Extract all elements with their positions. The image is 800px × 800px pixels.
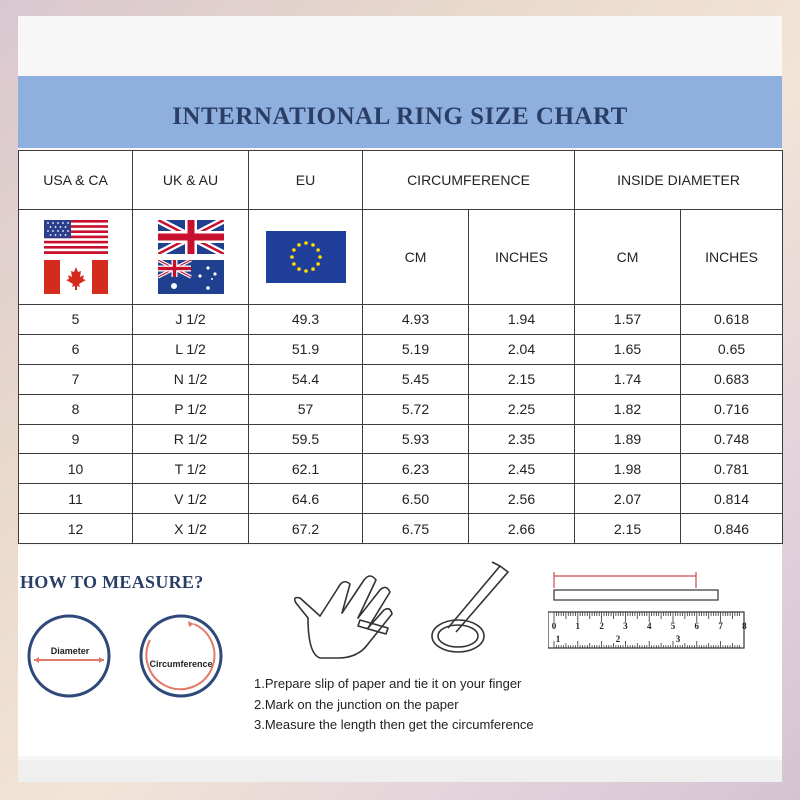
footer-band	[18, 760, 782, 782]
table-row	[19, 364, 783, 394]
diameter-ring-icon	[29, 616, 109, 696]
circ-cm-cell: 5.19	[363, 334, 469, 364]
table-row	[19, 454, 783, 484]
eu-size-cell: 67.2	[249, 514, 363, 544]
diam-inches-cell: 0.748	[681, 424, 783, 454]
uk-au-size-cell: T 1/2	[133, 454, 249, 484]
eu-size-cell: 57	[249, 394, 363, 424]
circ-cm-header: CM	[363, 210, 469, 305]
table-row	[19, 514, 783, 544]
diam-cm-cell: 1.57	[575, 305, 681, 335]
data-rows	[19, 305, 783, 544]
usa-ca-size-cell: 5	[19, 305, 133, 335]
diam-cm-cell: 1.74	[575, 364, 681, 394]
circ-inches-cell: 2.56	[469, 484, 575, 514]
finger-measure-illustration	[268, 558, 528, 664]
thumb-outline	[295, 598, 320, 618]
header-uk-au: UK & AU	[133, 151, 249, 210]
step-1: 1.Prepare slip of paper and tie it on your finger	[254, 676, 522, 691]
diam-cm-cell: 1.82	[575, 394, 681, 424]
uk-au-size-cell: N 1/2	[133, 364, 249, 394]
usa-ca-size-cell: 8	[19, 394, 133, 424]
australia-flag-icon	[158, 260, 224, 294]
uk-au-size-cell: L 1/2	[133, 334, 249, 364]
circ-inches-header: INCHES	[469, 210, 575, 305]
circ-cm-cell: 6.23	[363, 454, 469, 484]
measure-steps	[254, 674, 774, 736]
uk-flag-icon	[158, 220, 224, 254]
usa-ca-size-cell: 10	[19, 454, 133, 484]
ruler-label-lower: 3	[675, 634, 681, 644]
usa-ca-size-cell: 7	[19, 364, 133, 394]
usa-ca-size-cell: 6	[19, 334, 133, 364]
uk-au-size-cell: J 1/2	[133, 305, 249, 335]
eu-size-cell: 59.5	[249, 424, 363, 454]
eu-size-cell: 49.3	[249, 305, 363, 335]
ruler-label: 6	[694, 621, 700, 631]
uk-au-size-cell: R 1/2	[133, 424, 249, 454]
ruler-illustration	[548, 572, 748, 652]
circ-cm-cell: 5.93	[363, 424, 469, 454]
diam-cm-cell: 1.89	[575, 424, 681, 454]
table-row	[19, 484, 783, 514]
diam-cm-cell: 1.65	[575, 334, 681, 364]
diam-cm-header: CM	[575, 210, 681, 305]
chart-title: INTERNATIONAL RING SIZE CHART	[172, 103, 628, 130]
ruler-label: 8	[742, 621, 747, 631]
uk-au-size-cell: X 1/2	[133, 514, 249, 544]
diam-cm-cell: 2.15	[575, 514, 681, 544]
ruler-label: 2	[599, 621, 604, 631]
circ-cm-cell: 4.93	[363, 305, 469, 335]
header-circumference: CIRCUMFERENCE	[363, 151, 575, 210]
circumference-arc	[146, 624, 214, 689]
eu-size-cell: 62.1	[249, 454, 363, 484]
diam-inches-cell: 0.683	[681, 364, 783, 394]
title-band	[18, 76, 782, 148]
usa-ca-flags-cell	[19, 210, 133, 305]
diam-inches-cell: 0.65	[681, 334, 783, 364]
circ-cm-cell: 6.50	[363, 484, 469, 514]
ruler-label-lower: 2	[615, 634, 621, 644]
ruler-label: 7	[718, 621, 723, 631]
diam-cm-cell: 2.07	[575, 484, 681, 514]
diam-inches-cell: 0.846	[681, 514, 783, 544]
ring-size-table	[18, 150, 783, 544]
diam-inches-header: INCHES	[681, 210, 783, 305]
diameter-label: Diameter	[50, 646, 90, 656]
uk-au-size-cell: V 1/2	[133, 484, 249, 514]
uk-au-size-cell: P 1/2	[133, 394, 249, 424]
step-2: 2.Mark on the junction on the paper	[254, 696, 459, 712]
diam-inches-cell: 0.716	[681, 394, 783, 424]
table-row	[19, 424, 783, 454]
diam-inches-cell: 0.618	[681, 305, 783, 335]
usa-flag-icon	[44, 220, 108, 254]
step-3: 3.Measure the length then get the circumference	[254, 717, 534, 732]
circ-cm-cell: 5.72	[363, 394, 469, 424]
circ-inches-cell: 2.66	[469, 514, 575, 544]
circ-inches-cell: 2.15	[469, 364, 575, 394]
table-row	[19, 394, 783, 424]
ruler-label-lower: 1	[555, 634, 561, 644]
circ-inches-cell: 1.94	[469, 305, 575, 335]
circ-inches-cell: 2.04	[469, 334, 575, 364]
diam-inches-cell: 0.781	[681, 454, 783, 484]
circ-cm-cell: 5.45	[363, 364, 469, 394]
table-row	[19, 334, 783, 364]
diam-inches-cell: 0.814	[681, 484, 783, 514]
how-to-measure-title: HOW TO MEASURE?	[20, 572, 204, 592]
circ-inches-cell: 2.35	[469, 424, 575, 454]
paper-loop-illustration	[432, 562, 508, 652]
usa-ca-size-cell: 9	[19, 424, 133, 454]
ruler-label: 0	[551, 621, 557, 631]
ruler-label: 1	[575, 621, 581, 631]
circ-cm-cell: 6.75	[363, 514, 469, 544]
index-finger-outline	[320, 582, 350, 616]
how-to-measure-section	[18, 546, 782, 756]
eu-size-cell: 51.9	[249, 334, 363, 364]
diam-cm-cell: 1.98	[575, 454, 681, 484]
header-eu: EU	[249, 151, 363, 210]
circumference-ring-icon	[141, 616, 221, 696]
usa-ca-size-cell: 11	[19, 484, 133, 514]
uk-au-flags-cell	[133, 210, 249, 305]
usa-ca-size-cell: 12	[19, 514, 133, 544]
ruler-label: 3	[623, 621, 628, 631]
table-row	[19, 305, 783, 335]
flag-row	[19, 210, 783, 305]
header-inside-diameter: INSIDE DIAMETER	[575, 151, 783, 210]
eu-size-cell: 64.6	[249, 484, 363, 514]
ring-size-chart-card	[18, 16, 782, 782]
ruler-label: 5	[670, 621, 676, 631]
circ-inches-cell: 2.25	[469, 394, 575, 424]
eu-flag-icon	[266, 231, 346, 283]
canada-flag-icon	[44, 260, 108, 294]
header-row	[19, 151, 783, 210]
eu-size-cell: 54.4	[249, 364, 363, 394]
circumference-arrow	[188, 621, 194, 627]
ruler-label: 4	[646, 621, 652, 631]
header-usa-ca: USA & CA	[19, 151, 133, 210]
eu-flag-cell	[249, 210, 363, 305]
circumference-label: Circumference	[149, 659, 213, 669]
circ-inches-cell: 2.45	[469, 454, 575, 484]
paper-strip	[554, 590, 718, 600]
